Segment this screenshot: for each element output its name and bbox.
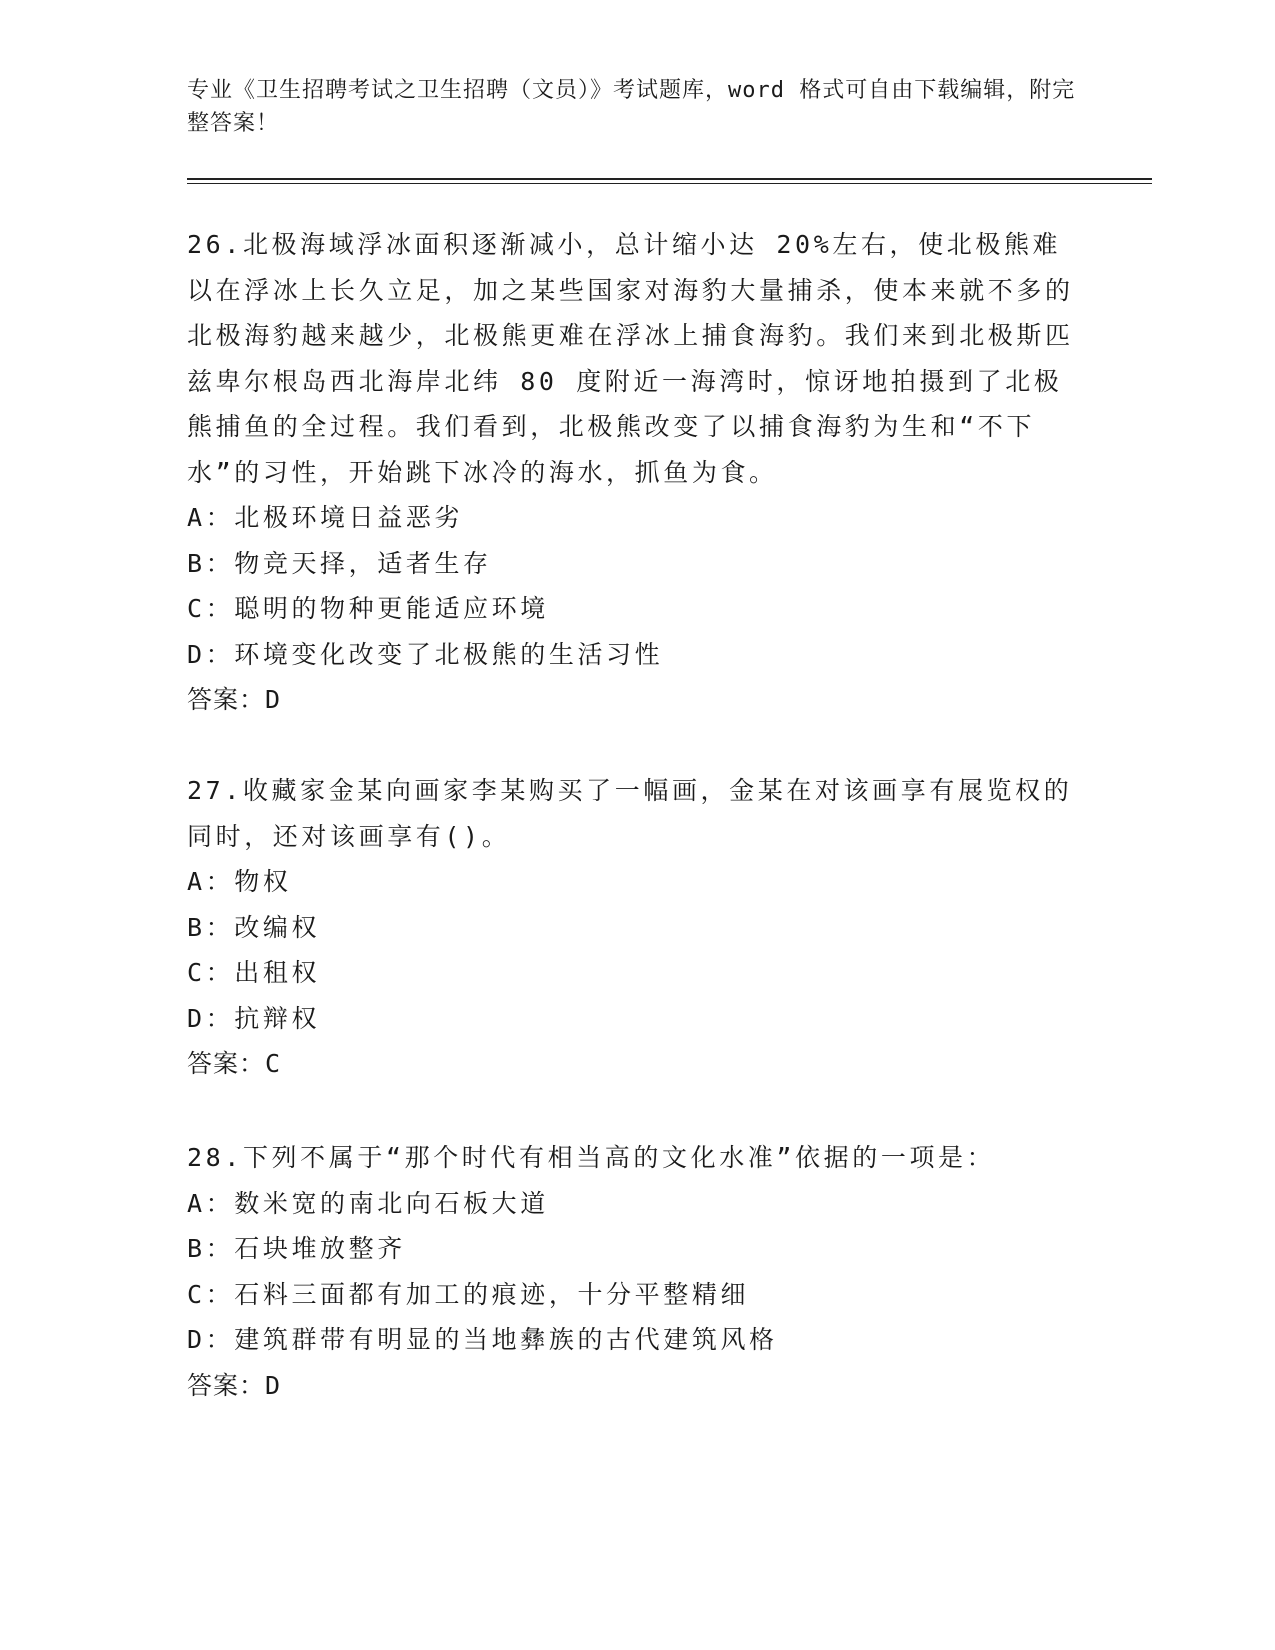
option-a: A：物权 — [187, 867, 292, 896]
option-c: C：石料三面都有加工的痕迹，十分平整精细 — [187, 1279, 750, 1309]
option-c: C：聪明的物种更能适应环境 — [187, 594, 549, 623]
option-a: A：数米宽的南北向石板大道 — [187, 1188, 549, 1218]
option-b: B：改编权 — [187, 912, 321, 942]
option-d: D：建筑群带有明显的当地彝族的古代建筑风格 — [187, 1325, 778, 1354]
answer-line — [187, 1041, 1087, 1087]
option-b: B：物竞天择，适者生存 — [187, 548, 492, 578]
answer-label: 答案： — [187, 1049, 266, 1078]
option-a: A：北极环境日益恶劣 — [187, 503, 464, 532]
option-d: D：抗辩权 — [187, 1003, 321, 1033]
answer-line — [187, 1363, 1087, 1409]
question-stem: 27.收藏家金某向画家李某购买了一幅画，金某在对该画享有展览权的同时，还对该画享有()。 — [187, 776, 1073, 851]
question-27 — [187, 768, 1087, 1087]
question-28 — [187, 1135, 1087, 1408]
header-divider-thick — [187, 178, 1152, 180]
document-header: 专业《卫生招聘考试之卫生招聘（文员）》考试题库，word 格式可自由下载编辑，附完整答案！ — [187, 78, 1076, 136]
answer-label: 答案： — [187, 1370, 266, 1400]
option-d: D：环境变化改变了北极熊的生活习性 — [187, 639, 664, 669]
question-26 — [187, 222, 1087, 723]
option-b: B：石块堆放整齐 — [187, 1234, 406, 1263]
answer-value: D — [265, 1370, 282, 1400]
header-divider-thin — [187, 183, 1152, 184]
answer-label: 答案： — [187, 685, 266, 714]
answer-value: C — [265, 1049, 282, 1078]
question-stem: 28.下列不属于“那个时代有相当高的文化水准”依据的一项是： — [187, 1143, 996, 1172]
option-c: C：出租权 — [187, 958, 321, 987]
answer-line — [187, 677, 1087, 723]
answer-value: D — [265, 685, 282, 714]
question-stem: 26.北极海域浮冰面积逐渐减小，总计缩小达 20%左右，使北极熊难以在浮冰上长久立足，加之某些国家对海豹大量捕杀，使本来就不多的北极海豹越来越少，北极熊更难在浮冰上捕食海豹。我们来到北极斯匹兹卑尔根岛西北海岸北纬 80 度附近一海湾时，惊讶地拍摄到了北极熊捕鱼的全过程。我们看到，北极熊改变了以捕食海豹为生和“不下水”的习性，开始跳下冰冷的海水，抓鱼为食。 — [187, 230, 1074, 487]
